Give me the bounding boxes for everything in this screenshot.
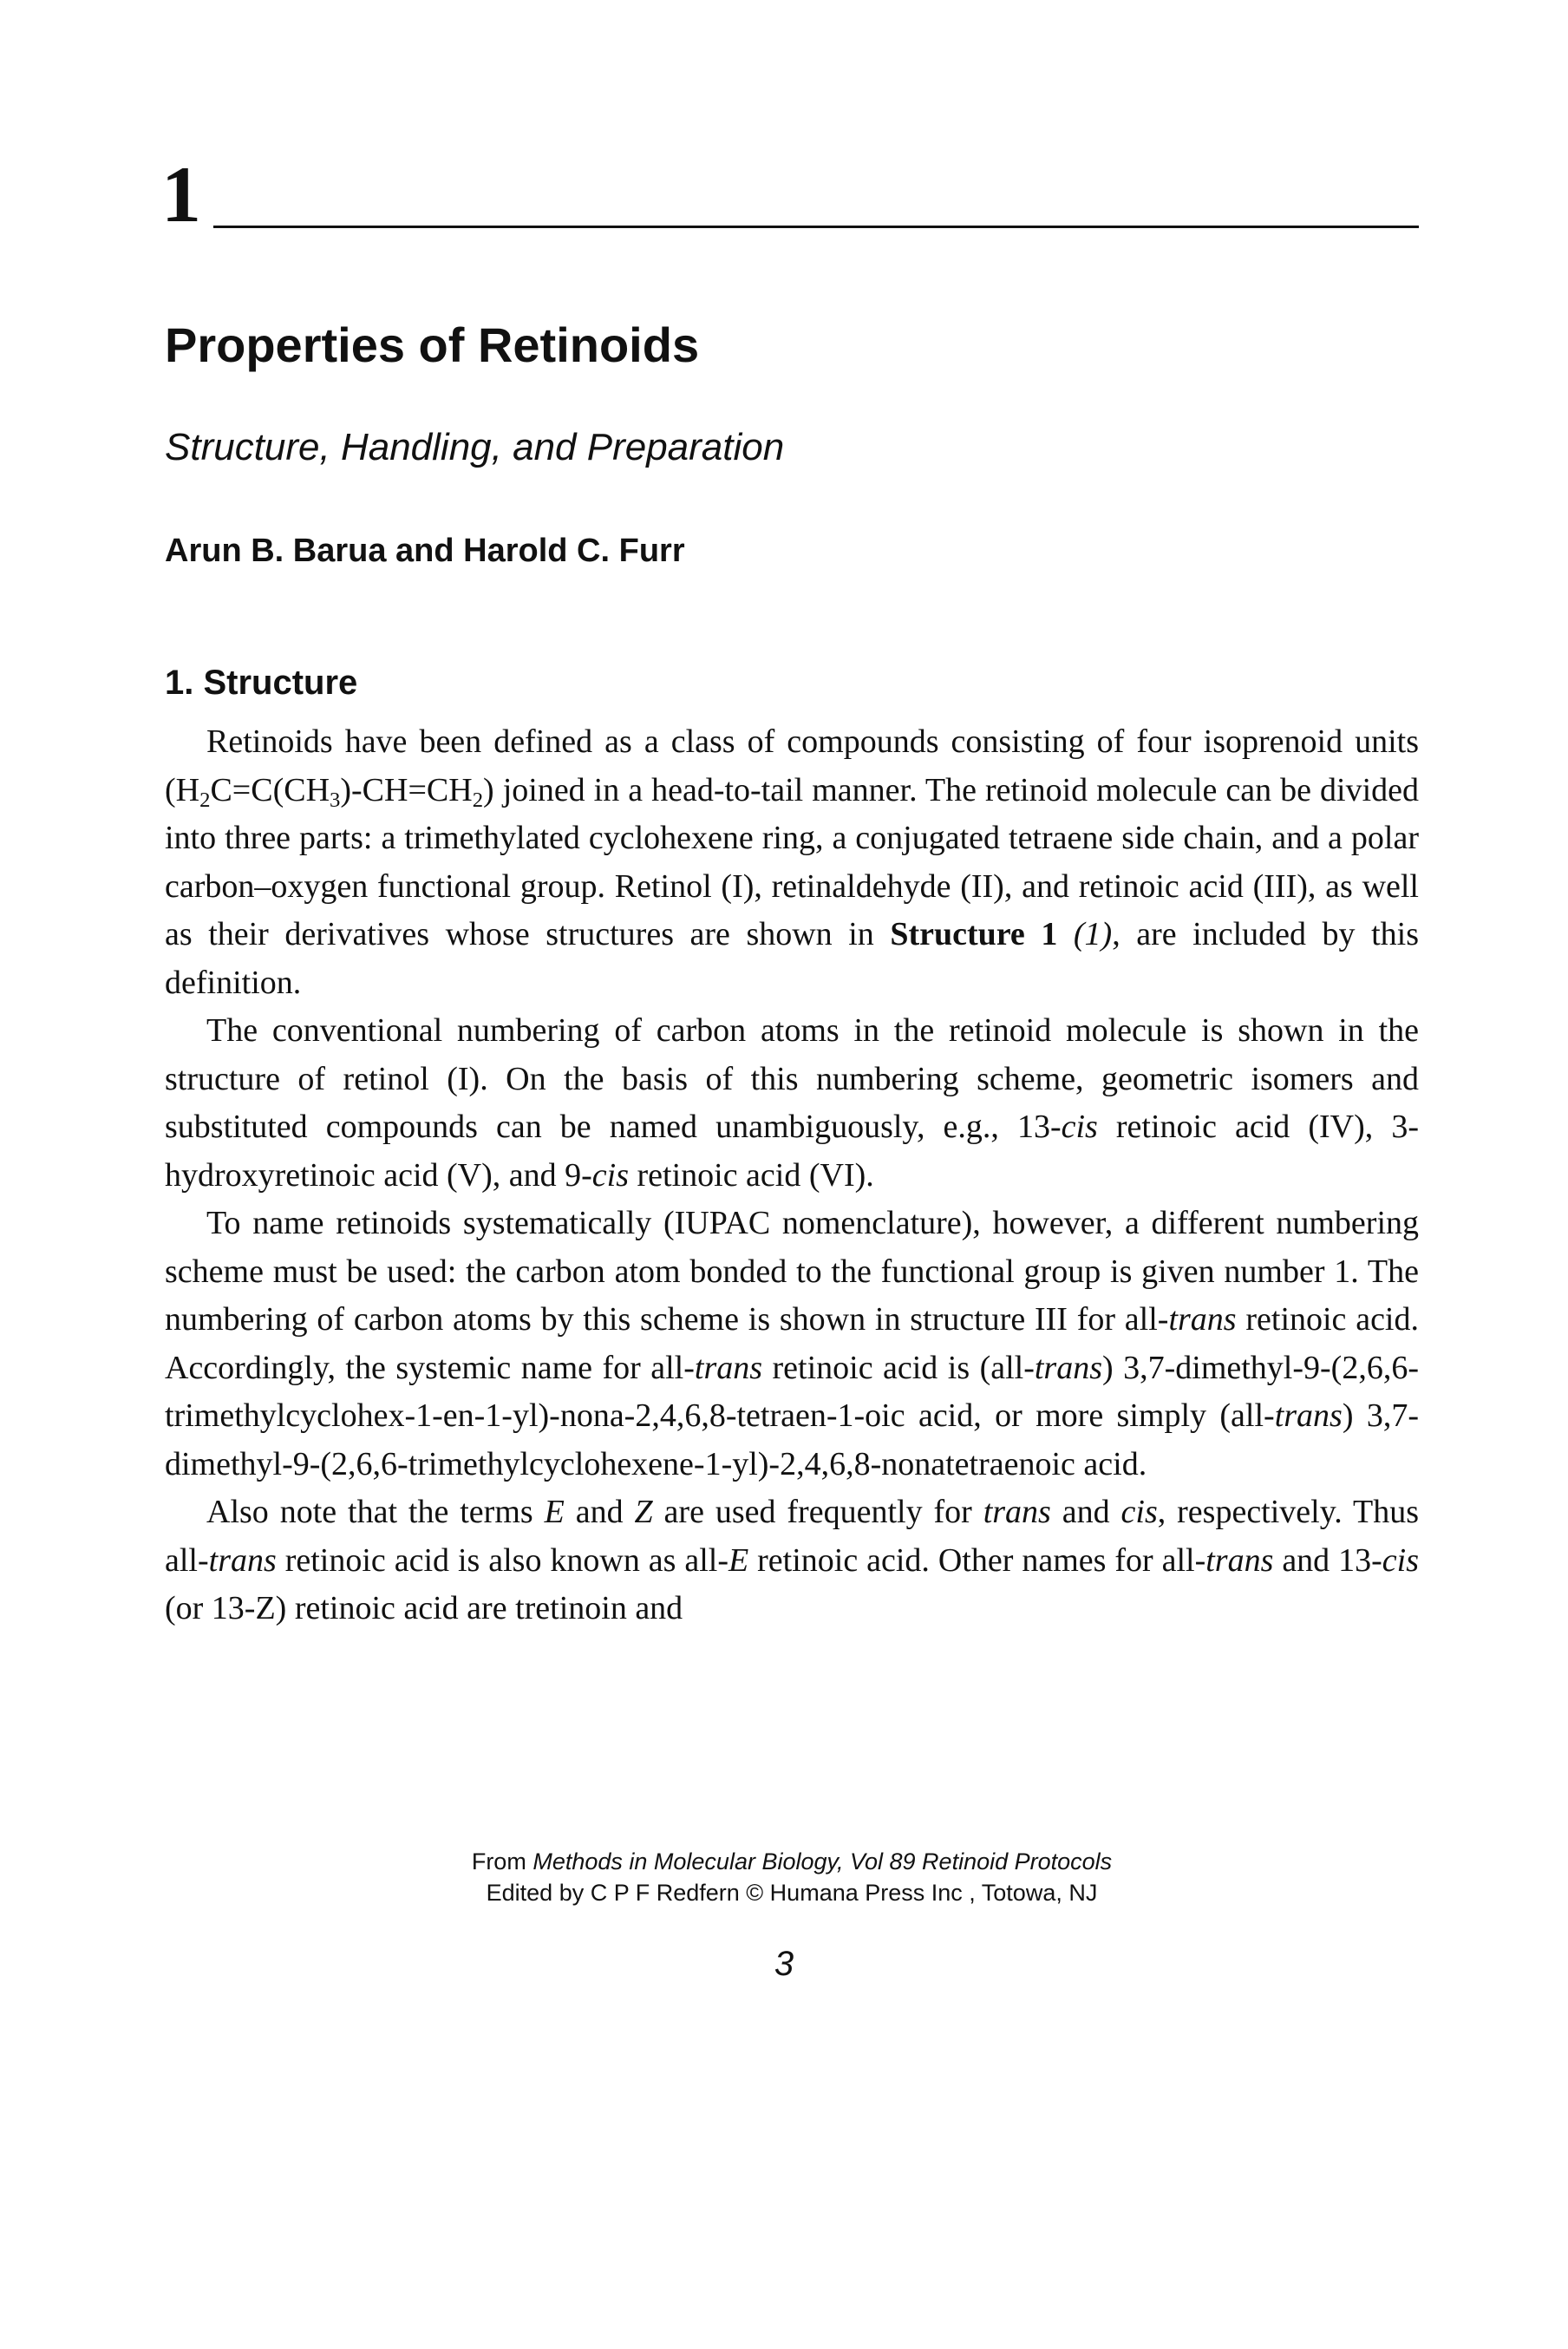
- italic-run: trans: [694, 1349, 763, 1386]
- footer-edited-line: Edited by C P F Redfern © Humana Press Inc , Totowa, NJ: [486, 1880, 1098, 1906]
- text-run: retinoic acid is (all-: [762, 1349, 1035, 1386]
- subscript: 2: [472, 788, 484, 812]
- italic-run: trans: [1205, 1541, 1274, 1579]
- bold-run: Structure 1: [890, 916, 1058, 952]
- text-run: and: [564, 1494, 635, 1530]
- paragraph: [165, 1200, 1419, 1489]
- italic-run: Z: [634, 1494, 653, 1530]
- paragraph: [165, 718, 1419, 1007]
- text-run: retinoic acid is also known as all-: [276, 1541, 728, 1579]
- text-run: (or 13-Z) retinoic acid are tretinoin and: [165, 1590, 683, 1626]
- body-text: [165, 718, 1419, 1633]
- section-heading: 1. Structure: [165, 664, 358, 702]
- text-run: retinoic acid. Accordingly, the systemic name for all-: [165, 1301, 1419, 1386]
- italic-run: trans: [1274, 1397, 1343, 1434]
- text-run: and: [1050, 1494, 1121, 1530]
- footer-book: Methods in Molecular Biology, Vol 89 Retinoid Protocols: [532, 1848, 1113, 1875]
- text-run: )-CH=CH: [340, 771, 473, 808]
- text-run: , respectively. Thus all-: [165, 1494, 1419, 1579]
- text-run: Retinoids have been defined as a class of compounds consisting of four isoprenoid units (H: [165, 723, 1419, 808]
- chapter-rule: [213, 226, 1419, 228]
- text-run: ) 3,7-dimethyl-9-(2,6,6-trimethylcyclohex-1-en-1-yl)-nona-2,4,6,8-tetraen-1-oic acid, or more simply (all-: [165, 1349, 1419, 1434]
- subscript: 2: [199, 788, 211, 812]
- text-run: retinoic acid. Other names for all-: [748, 1541, 1206, 1579]
- italic-run: E: [728, 1541, 749, 1579]
- text-run: retinoic acid (VI).: [629, 1156, 874, 1194]
- paragraph: [165, 1007, 1419, 1200]
- footer-from: From: [471, 1848, 533, 1875]
- italic-run: cis: [1382, 1541, 1419, 1579]
- page-number: 3: [774, 1945, 794, 1983]
- text-run: Also note that the terms: [206, 1494, 545, 1530]
- text-run: are used frequently for: [652, 1494, 983, 1530]
- footer-citation: [165, 1846, 1419, 1908]
- italic-run: trans: [208, 1541, 277, 1579]
- text-run: ) 3,7-dimethyl-9-(2,6,6-trimethylcyclohexene-1-yl)-2,4,6,8-nonatetraenoic acid.: [165, 1397, 1419, 1482]
- authors: Arun B. Barua and Harold C. Furr: [165, 533, 685, 569]
- italic-run: trans: [1168, 1301, 1237, 1338]
- footer-source-line: [165, 1846, 1419, 1877]
- italic-run: cis: [1061, 1109, 1098, 1145]
- paragraph: [165, 1489, 1419, 1633]
- text-run: and 13-: [1273, 1541, 1382, 1579]
- chapter-number: 1: [161, 150, 201, 239]
- chapter-subtitle: Structure, Handling, and Preparation: [165, 426, 785, 468]
- text-run: retinoic acid (IV), 3-hydroxyretinoic acid (V), and 9-: [165, 1109, 1419, 1194]
- italic-run: E: [544, 1494, 565, 1530]
- italic-run: (1): [1073, 916, 1113, 952]
- text-run: To name retinoids systematically (IUPAC nomenclature), however, a different numbering scheme must be used: the carbon atom bonded to the functional group is given number 1. The numbering of carbon atoms by this scheme is shown in structure III for all-: [165, 1205, 1419, 1338]
- text-run: The conventional numbering of carbon atoms in the retinoid molecule is shown in the structure of retinol (I). On the basis of this numbering scheme, geometric isomers and substituted compounds can be named unambiguously, e.g., 13-: [165, 1012, 1419, 1145]
- italic-run: trans: [1034, 1349, 1102, 1386]
- italic-run: cis: [591, 1156, 629, 1194]
- subscript: 3: [330, 788, 341, 812]
- text-run: ) joined in a head-to-tail manner. The retinoid molecule can be divided into three parts: a trimethylated cyclohexene ring, a conjugated tetraene side chain, and a polar carbon–oxygen functional group. Retinol (I), retinaldehyde (II), and retinoic acid (III), as well as their derivatives whose structures are shown in: [165, 771, 1419, 952]
- text-run: [1057, 916, 1074, 952]
- italic-run: trans: [983, 1494, 1051, 1530]
- text-run: C=C(CH: [210, 771, 330, 808]
- chapter-title: Properties of Retinoids: [165, 317, 700, 372]
- text-run: , are included by this definition.: [165, 916, 1419, 1001]
- italic-run: cis: [1120, 1494, 1158, 1530]
